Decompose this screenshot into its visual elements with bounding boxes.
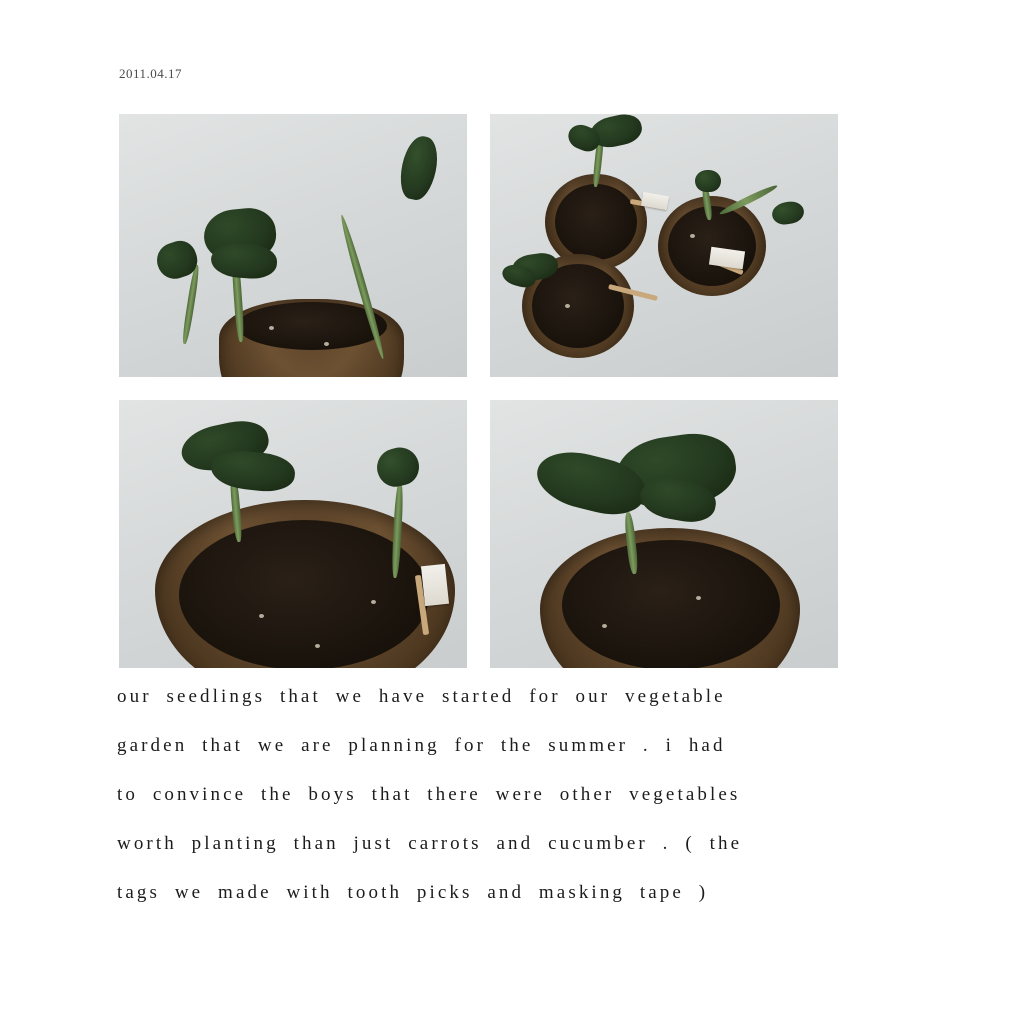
photo-seedlings-closeup-three[interactable]: [119, 114, 467, 377]
photo-grid: [119, 114, 838, 668]
soil: [555, 184, 637, 260]
caption-line: to convince the boys that there were other vegetables: [117, 784, 741, 805]
photo-large-leafed-seedling[interactable]: [490, 400, 838, 668]
soil-speck: [315, 644, 320, 648]
masking-tape-tag: [421, 564, 449, 606]
soil-speck: [690, 234, 695, 238]
post-date: 2011.04.17: [119, 66, 183, 81]
soil-speck: [696, 596, 701, 600]
caption-line: worth planting than just carrots and cucumber . ( the: [117, 833, 743, 854]
soil-speck: [324, 342, 329, 346]
soil-speck: [269, 326, 274, 330]
caption-line: garden that we are planning for the summer . i had: [117, 735, 726, 756]
caption-line: tags we made with tooth picks and masking tape ): [117, 882, 709, 903]
soil-speck: [565, 304, 570, 308]
soil-speck: [602, 624, 607, 628]
photo-two-seedlings-in-pot[interactable]: [119, 400, 467, 668]
caption-line: our seedlings that we have started for our vegetable: [117, 686, 726, 707]
post-caption: [117, 672, 922, 917]
soil-speck: [259, 614, 264, 618]
soil: [179, 520, 429, 668]
bud: [695, 170, 721, 192]
soil: [562, 540, 780, 668]
photo-four-peat-pots-overhead[interactable]: [490, 114, 838, 377]
soil-speck: [371, 600, 376, 604]
